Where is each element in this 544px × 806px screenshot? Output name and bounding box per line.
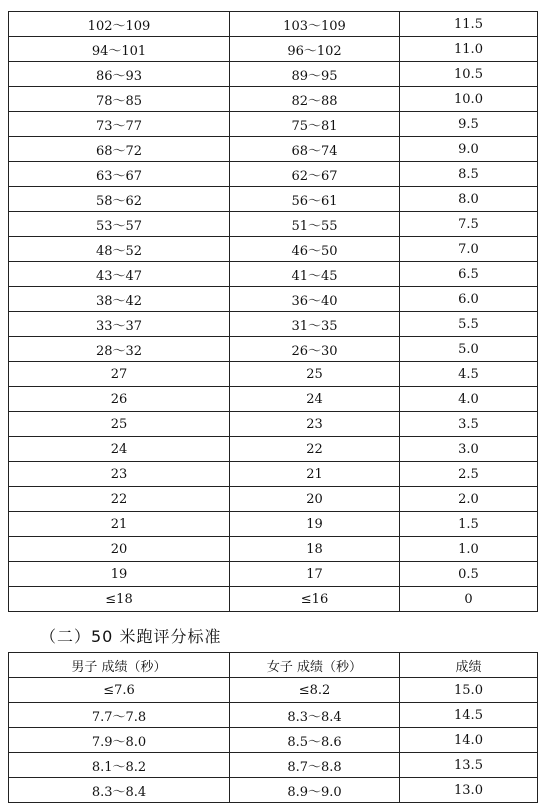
male-cell: 53～57	[9, 212, 230, 237]
header-female-time: 女子 成绩（秒）	[230, 653, 400, 678]
table-row	[9, 162, 538, 187]
female-cell: 18	[230, 537, 400, 562]
score-cell: 3.5	[400, 412, 538, 437]
male-cell: 68～72	[9, 137, 230, 162]
male-cell: 19	[9, 562, 230, 587]
female-cell: 21	[230, 462, 400, 487]
score-cell: 2.0	[400, 487, 538, 512]
male-cell: 43～47	[9, 262, 230, 287]
table-row	[9, 62, 538, 87]
female-cell: 75～81	[230, 112, 400, 137]
score-cell: 15.0	[400, 678, 538, 703]
table-row	[9, 437, 538, 462]
female-cell: 8.9～9.0	[230, 778, 400, 803]
table-row	[9, 753, 538, 778]
female-cell: 17	[230, 562, 400, 587]
score-cell: 6.5	[400, 262, 538, 287]
table-row	[9, 587, 538, 612]
male-cell: ≤18	[9, 587, 230, 612]
score-cell: 1.5	[400, 512, 538, 537]
table-row	[9, 37, 538, 62]
score-cell: 0.5	[400, 562, 538, 587]
table-row	[9, 487, 538, 512]
score-cell: 11.5	[400, 12, 538, 37]
table-row	[9, 562, 538, 587]
table-row	[9, 262, 538, 287]
female-cell: 22	[230, 437, 400, 462]
female-cell: 24	[230, 387, 400, 412]
female-cell: 51～55	[230, 212, 400, 237]
table-row	[9, 703, 538, 728]
male-cell: 33～37	[9, 312, 230, 337]
table-row	[9, 212, 538, 237]
table-row	[9, 462, 538, 487]
header-score: 成绩	[400, 653, 538, 678]
male-cell: 25	[9, 412, 230, 437]
male-cell: 24	[9, 437, 230, 462]
female-cell: ≤16	[230, 587, 400, 612]
female-cell: 19	[230, 512, 400, 537]
score-cell: 2.5	[400, 462, 538, 487]
male-cell: 78～85	[9, 87, 230, 112]
table-row	[9, 112, 538, 137]
score-cell: 5.5	[400, 312, 538, 337]
male-cell: 7.9～8.0	[9, 728, 230, 753]
female-cell: 8.3～8.4	[230, 703, 400, 728]
table-row	[9, 728, 538, 753]
table-row	[9, 412, 538, 437]
section-heading: （二）50 米跑评分标准	[40, 627, 222, 646]
table-row	[9, 87, 538, 112]
score-cell: 3.0	[400, 437, 538, 462]
female-cell: 8.5～8.6	[230, 728, 400, 753]
score-cell: 9.0	[400, 137, 538, 162]
score-cell: 13.5	[400, 753, 538, 778]
score-cell: 5.0	[400, 337, 538, 362]
score-cell: 14.5	[400, 703, 538, 728]
table-row	[9, 678, 538, 703]
score-cell: 11.0	[400, 37, 538, 62]
female-cell: 8.7～8.8	[230, 753, 400, 778]
male-cell: 48～52	[9, 237, 230, 262]
header-male-time: 男子 成绩（秒）	[9, 653, 230, 678]
female-cell: 96～102	[230, 37, 400, 62]
female-cell: ≤8.2	[230, 678, 400, 703]
male-cell: 63～67	[9, 162, 230, 187]
male-cell: 94～101	[9, 37, 230, 62]
male-cell: ≤7.6	[9, 678, 230, 703]
table-row	[9, 362, 538, 387]
table-row	[9, 512, 538, 537]
female-cell: 46～50	[230, 237, 400, 262]
table-row	[9, 387, 538, 412]
table-row	[9, 312, 538, 337]
score-cell: 0	[400, 587, 538, 612]
female-cell: 89～95	[230, 62, 400, 87]
table-row	[9, 237, 538, 262]
male-cell: 102～109	[9, 12, 230, 37]
female-cell: 31～35	[230, 312, 400, 337]
score-cell: 4.5	[400, 362, 538, 387]
score-cell: 8.0	[400, 187, 538, 212]
score-cell: 4.0	[400, 387, 538, 412]
male-cell: 26	[9, 387, 230, 412]
male-cell: 38～42	[9, 287, 230, 312]
female-cell: 103～109	[230, 12, 400, 37]
score-table-50m-body	[9, 678, 538, 803]
male-cell: 23	[9, 462, 230, 487]
score-cell: 1.0	[400, 537, 538, 562]
table-row	[9, 12, 538, 37]
male-cell: 58～62	[9, 187, 230, 212]
score-table-50m	[8, 652, 538, 803]
female-cell: 26～30	[230, 337, 400, 362]
female-cell: 25	[230, 362, 400, 387]
male-cell: 22	[9, 487, 230, 512]
female-cell: 20	[230, 487, 400, 512]
score-cell: 7.5	[400, 212, 538, 237]
male-cell: 86～93	[9, 62, 230, 87]
score-cell: 9.5	[400, 112, 538, 137]
female-cell: 41～45	[230, 262, 400, 287]
female-cell: 68～74	[230, 137, 400, 162]
female-cell: 82～88	[230, 87, 400, 112]
male-cell: 21	[9, 512, 230, 537]
table-row	[9, 137, 538, 162]
male-cell: 28～32	[9, 337, 230, 362]
score-cell: 8.5	[400, 162, 538, 187]
table-row	[9, 187, 538, 212]
score-cell: 6.0	[400, 287, 538, 312]
score-cell: 10.5	[400, 62, 538, 87]
male-cell: 73～77	[9, 112, 230, 137]
score-cell: 10.0	[400, 87, 538, 112]
table-row	[9, 537, 538, 562]
male-cell: 7.7～7.8	[9, 703, 230, 728]
female-cell: 36～40	[230, 287, 400, 312]
table-header-row	[9, 653, 538, 678]
table-row	[9, 287, 538, 312]
male-cell: 8.1～8.2	[9, 753, 230, 778]
score-cell: 7.0	[400, 237, 538, 262]
table-row	[9, 778, 538, 803]
table-row	[9, 337, 538, 362]
female-cell: 23	[230, 412, 400, 437]
score-table-1	[8, 11, 538, 612]
male-cell: 20	[9, 537, 230, 562]
score-table-1-body	[9, 12, 538, 612]
score-cell: 13.0	[400, 778, 538, 803]
male-cell: 8.3～8.4	[9, 778, 230, 803]
male-cell: 27	[9, 362, 230, 387]
score-cell: 14.0	[400, 728, 538, 753]
female-cell: 56～61	[230, 187, 400, 212]
female-cell: 62～67	[230, 162, 400, 187]
